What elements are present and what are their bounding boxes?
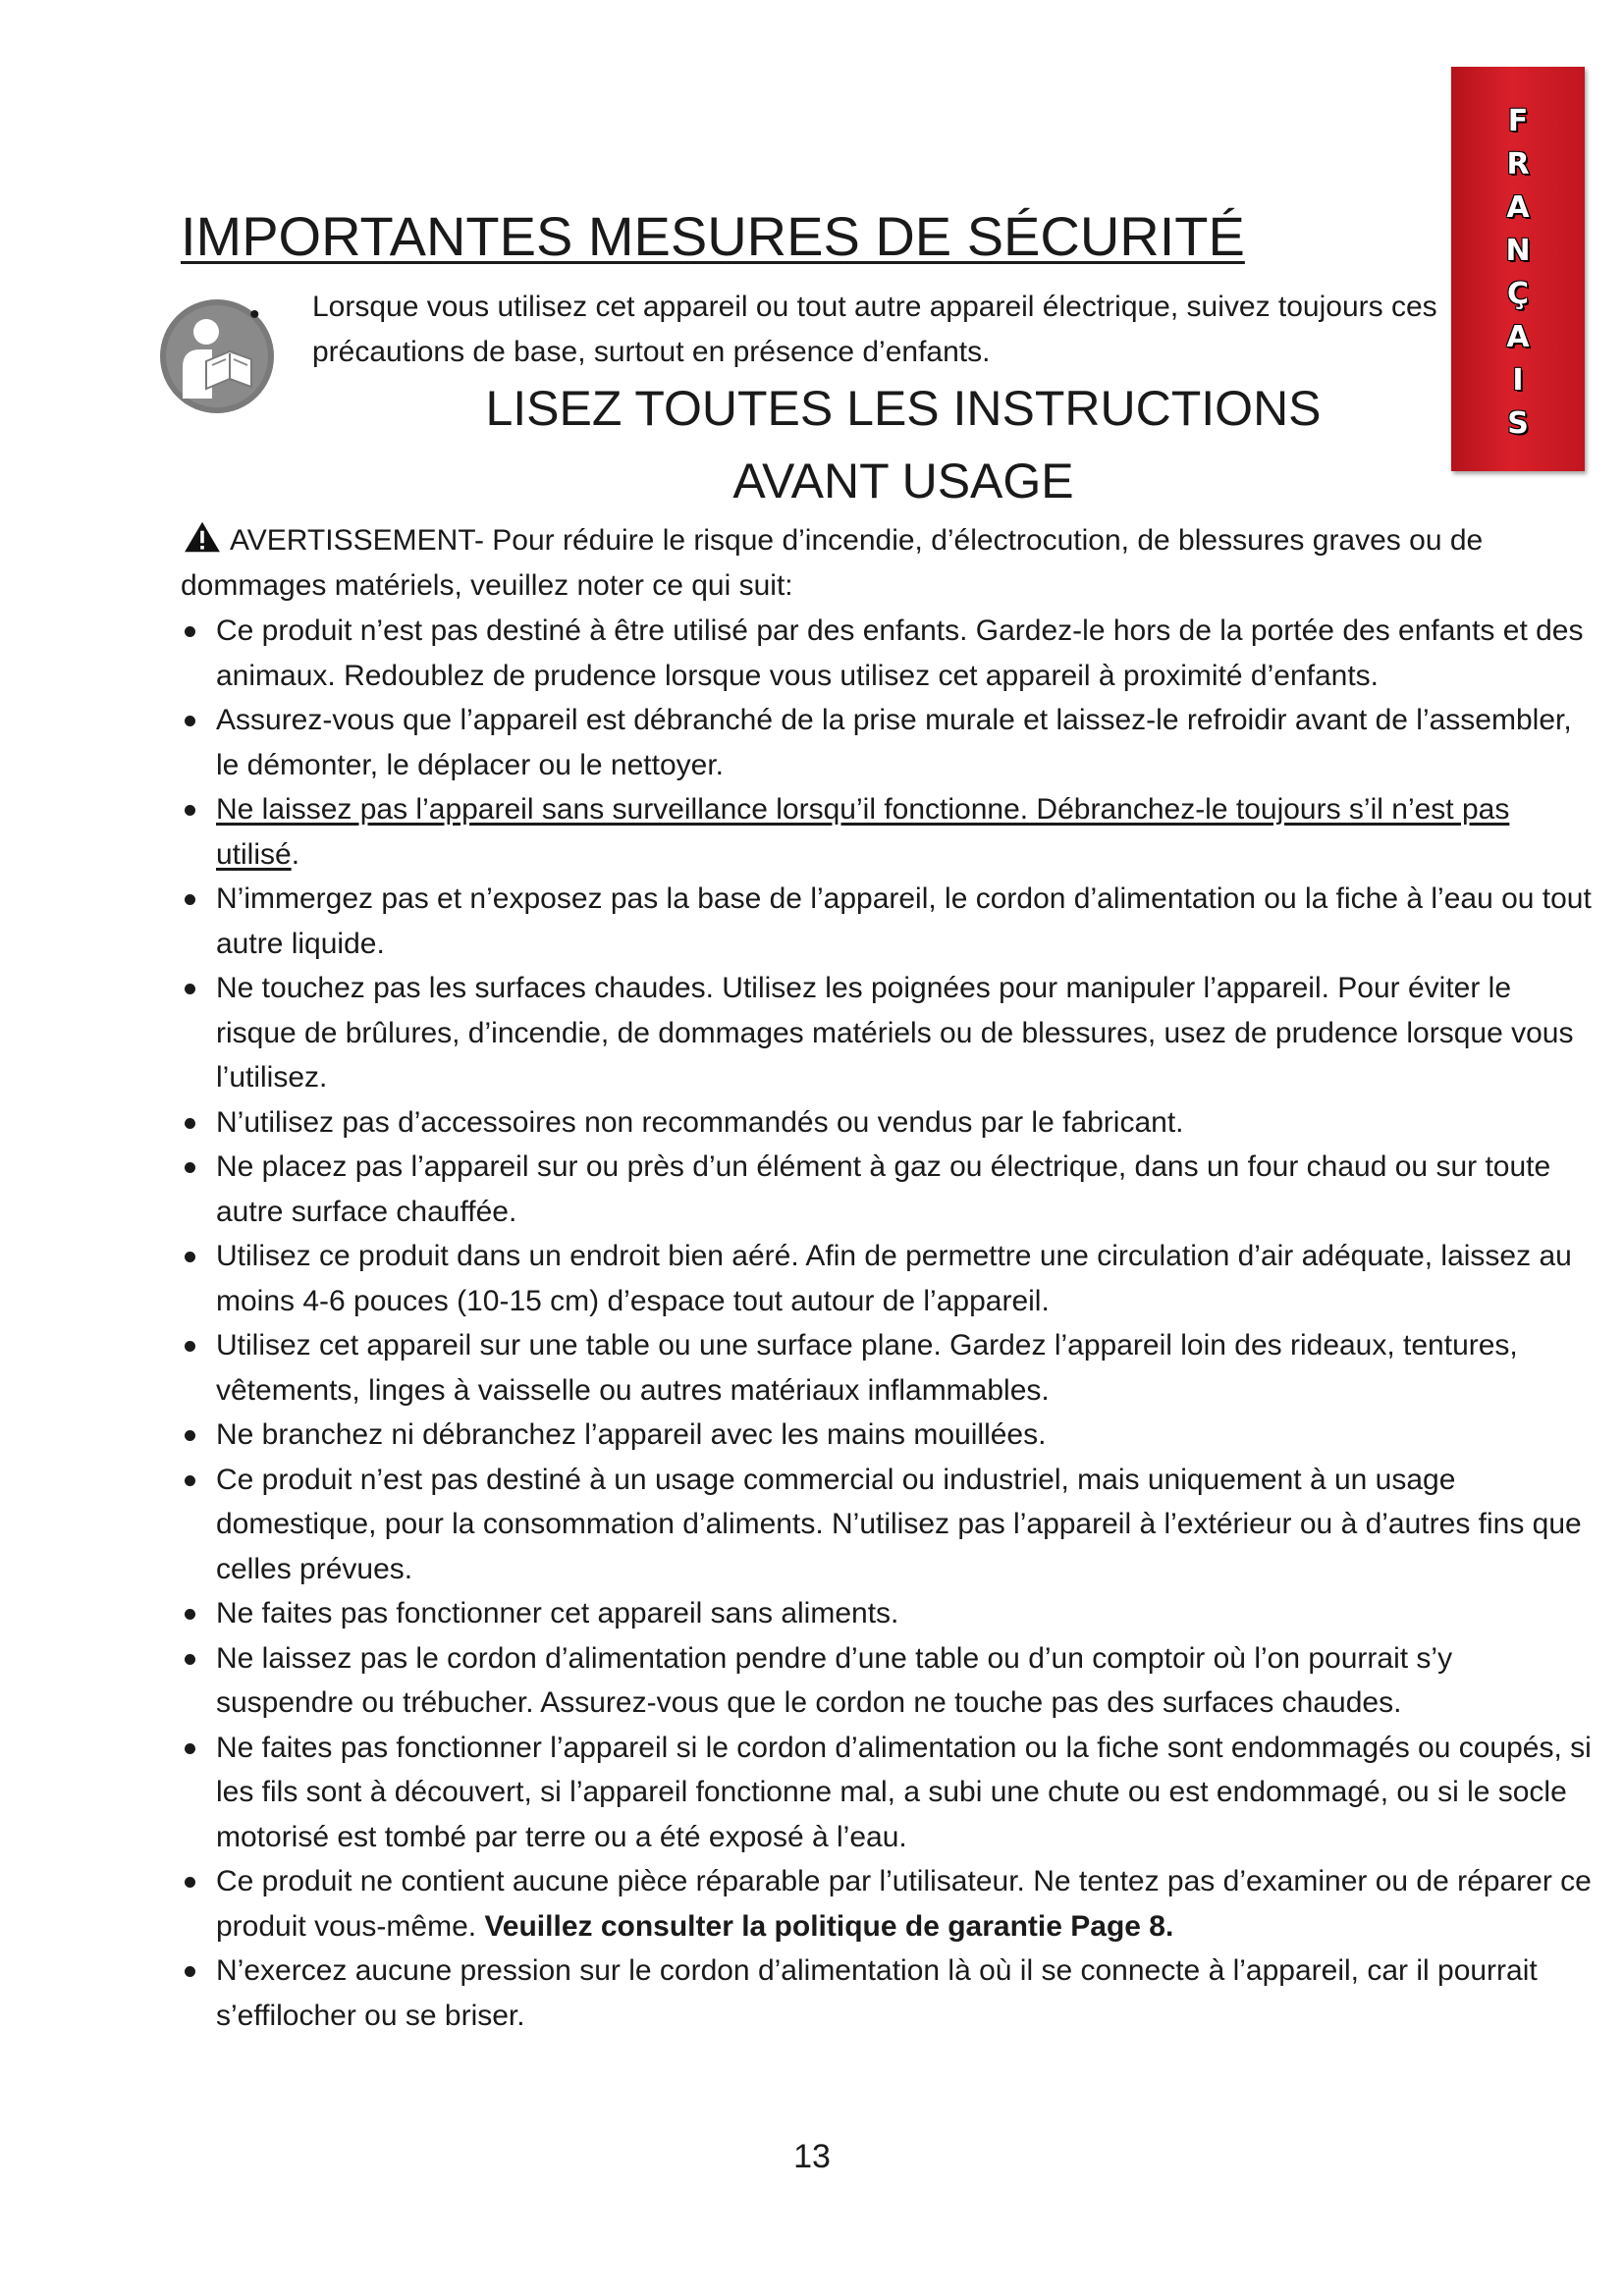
language-tab-letter: Ç — [1506, 277, 1530, 311]
list-item — [181, 1413, 1595, 1458]
safety-rules-list — [181, 609, 1595, 2038]
list-item — [181, 1145, 1595, 1234]
warning-label: AVERTISSEMENT- — [230, 524, 484, 557]
rule-text: Ne laissez pas le cordon d’alimentation pendre d’une table ou d’un comptoir où l’on pourrait s’y suspendre ou trébucher. Assurez-vous que le cordon ne touche pas des surfaces chaudes. — [216, 1641, 1453, 1719]
language-tab-letter: I — [1512, 363, 1524, 398]
language-tab-letter: S — [1507, 406, 1529, 441]
list-item — [181, 1323, 1595, 1413]
warning-text: Pour réduire le risque d’incendie, d’électrocution, de blessures graves ou de dommages matériels, veuillez noter ce qui suit: — [181, 524, 1484, 602]
rule-text: Ce produit n’est pas destiné à un usage commercial ou industriel, mais uniquement à un usage domestique, pour la consommation d’aliments. N’utilisez pas l’appareil à l’extérieur ou à d’autres fins que celles prévues. — [216, 1463, 1582, 1585]
rule-text: Ne faites pas fonctionner l’appareil si le cordon d’alimentation ou la fiche sont endommagés ou coupés, si les fils sont à découvert, si l’appareil fonctionne mal, a subi une chute ou est endommagé, ou si le socle motorisé est tombé par terre ou a été exposé à l’eau. — [216, 1731, 1592, 1853]
rule-text: Ce produit n’est pas destiné à être utilisé par des enfants. Gardez-le hors de la portée des enfants et des animaux. Redoublez de prudence lorsque vous utilisez cet appareil à proximité d’enfants. — [216, 614, 1584, 692]
warranty-reference: Veuillez consulter la politique de garantie Page 8. — [476, 1909, 1174, 1943]
list-item — [181, 1458, 1595, 1592]
list-item — [181, 698, 1595, 787]
language-tab-letter: N — [1505, 234, 1531, 268]
list-item — [181, 1949, 1595, 2038]
list-item — [181, 1591, 1595, 1636]
list-item — [181, 1100, 1595, 1146]
list-item — [181, 609, 1595, 698]
rule-text: Ce produit ne contient aucune pièce réparable par l’utilisateur. Ne tentez pas d’examiner ou de réparer ce produit vous-même. — [216, 1865, 1592, 1943]
rule-text: Ne placez pas l’appareil sur ou près d’un élément à gaz ou électrique, dans un four chaud ou sur toute autre surface chauffée. — [216, 1150, 1551, 1228]
warning-paragraph — [181, 518, 1555, 609]
language-tab-letter: A — [1506, 320, 1530, 354]
subtitle-before-use: AVANT USAGE — [732, 454, 1074, 508]
rule-text: Ne laissez pas l’appareil sans surveillance lorsqu’il fonctionne. Débranchez-le toujours s’il n’est pas utilisé — [216, 793, 1510, 871]
page-number: 13 — [793, 2138, 831, 2175]
page-title: IMPORTANTES MESURES DE SÉCURITÉ — [181, 205, 1245, 267]
rule-text: Utilisez cet appareil sur une table ou une surface plane. Gardez l’appareil loin des rideaux, tentures, vêtements, linges à vaisselle ou autres matériaux inflammables. — [216, 1329, 1518, 1407]
rule-text: N’exercez aucune pression sur le cordon d’alimentation là où il se connecte à l’appareil, car il pourrait s’effilocher ou se briser. — [216, 1954, 1538, 2032]
rule-text: Ne branchez ni débranchez l’appareil avec les mains mouillées. — [216, 1418, 1047, 1451]
rule-text: Ne touchez pas les surfaces chaudes. Utilisez les poignées pour manipuler l’appareil. Pour éviter le risque de brûlures, d’incendie, de dommages matériels ou de blessures, usez de prudence lorsque vous l’utilisez. — [216, 972, 1574, 1094]
rule-text: N’immergez pas et n’exposez pas la base de l’appareil, le cordon d’alimentation ou la fiche à l’eau ou tout autre liquide. — [216, 882, 1592, 960]
rule-text: Utilisez ce produit dans un endroit bien aéré. Afin de permettre une circulation d’air adéquate, laissez au moins 4-6 pouces (10-15 cm) d’espace tout autour de l’appareil. — [216, 1240, 1572, 1317]
list-item — [181, 966, 1595, 1100]
subtitle-read-instructions: LISEZ TOUTES LES INSTRUCTIONS — [485, 381, 1322, 436]
warning-triangle-icon — [181, 520, 224, 554]
list-item — [181, 877, 1595, 966]
rule-tail: . — [291, 837, 300, 871]
intro-paragraph: Lorsque vous utilisez cet appareil ou tout autre appareil électrique, suivez toujours ces précautions de base, surtout en présence d’enfants. — [312, 291, 1437, 368]
intro-bullet: • — [249, 298, 260, 331]
rule-text: N’utilisez pas d’accessoires non recommandés ou vendus par le fabricant. — [216, 1105, 1184, 1139]
rule-text: Assurez-vous que l’appareil est débranché de la prise murale et laissez-le refroidir avant de l’assembler, le démonter, le déplacer ou le nettoyer. — [216, 704, 1572, 781]
language-tab-letter: A — [1506, 190, 1530, 225]
list-item — [181, 1636, 1595, 1726]
rule-text: Ne faites pas fonctionner cet appareil sans aliments. — [216, 1597, 899, 1629]
list-item — [181, 1859, 1595, 1949]
language-tab-letter: F — [1507, 104, 1529, 138]
language-tab-letter: R — [1506, 147, 1530, 182]
list-item — [181, 1234, 1595, 1323]
list-item — [181, 1726, 1595, 1860]
list-item — [181, 787, 1595, 877]
